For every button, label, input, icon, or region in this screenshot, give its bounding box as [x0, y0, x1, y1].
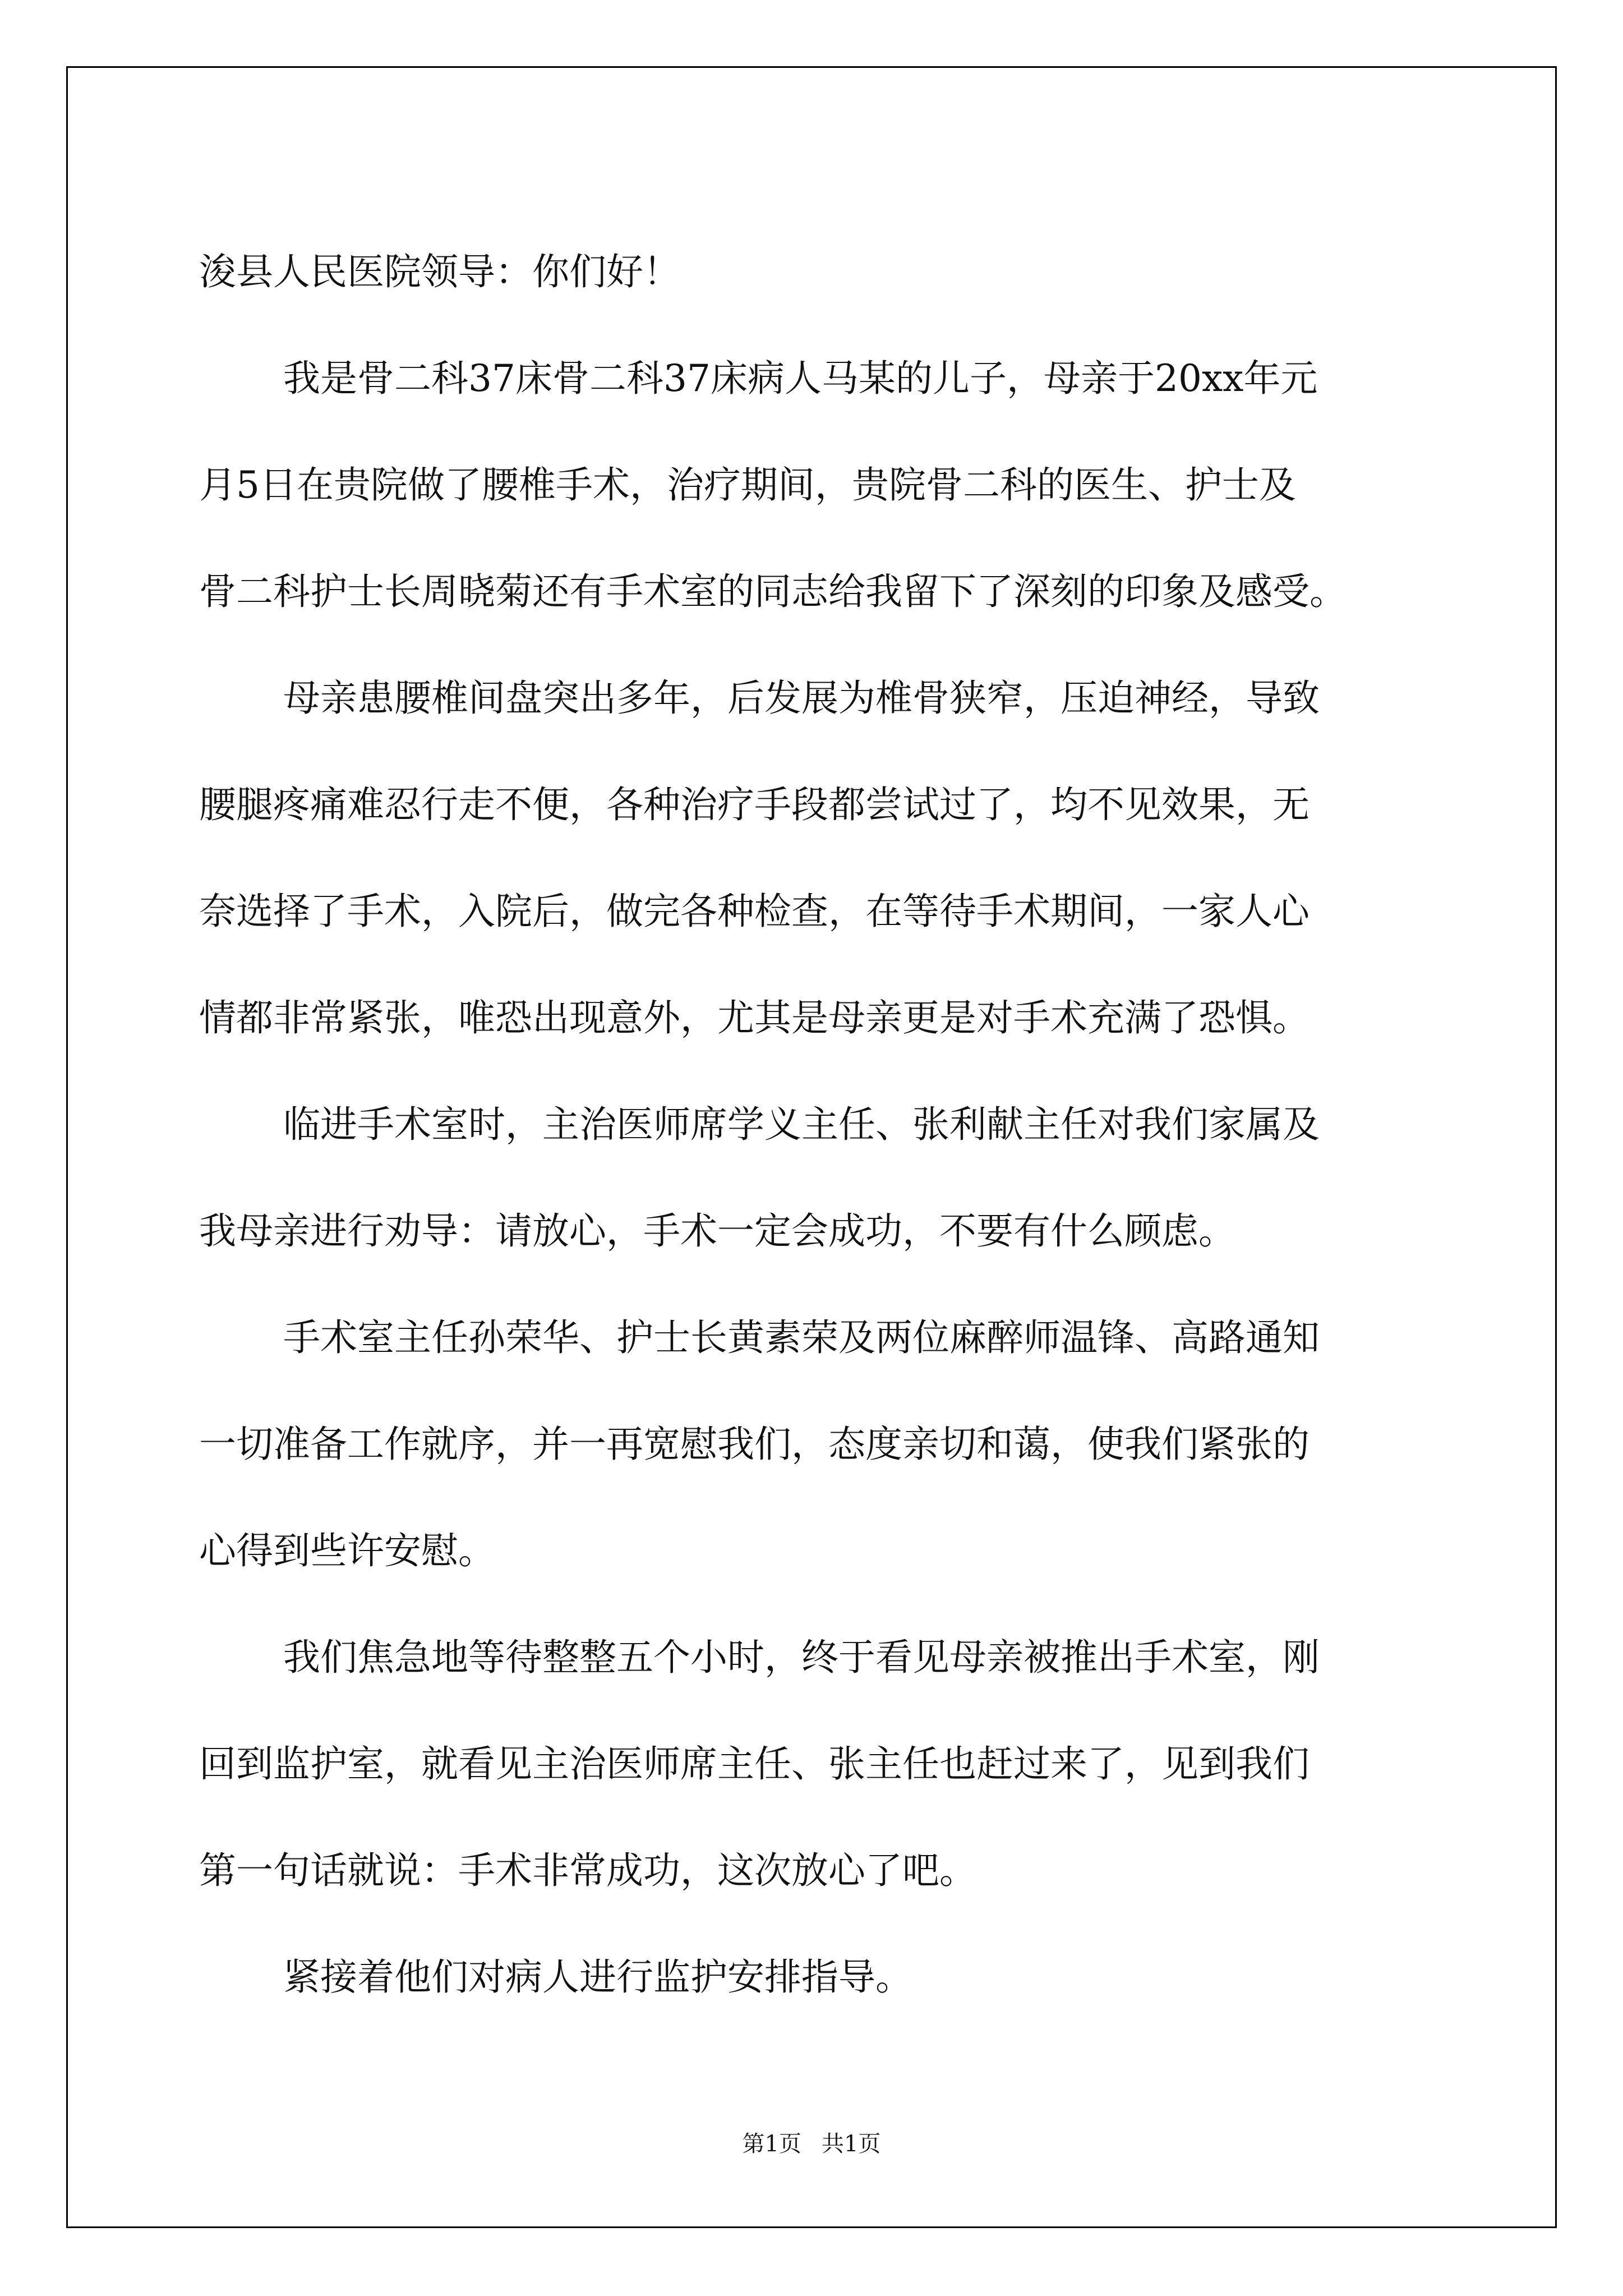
- page-number: 第1页: [742, 2131, 801, 2157]
- paragraph-line: 回到监护室，就看见主治医师席主任、张主任也赶过来了，见到我们: [199, 1742, 1310, 1786]
- paragraph-line: 奈选择了手术，入院后，做完各种检查，在等待手术期间，一家人心: [199, 890, 1310, 933]
- paragraph-line: 骨二科护士长周晓菊还有手术室的同志给我留下了深刻的印象及感受。: [199, 570, 1347, 613]
- paragraph-line: 母亲患腰椎间盘突出多年，后发展为椎骨狭窄，压迫神经，导致: [283, 677, 1320, 720]
- paragraph-line: 腰腿疼痛难忍行走不便，各种治疗手段都尝试过了，均不见效果，无: [199, 783, 1310, 826]
- letter-body: [199, 219, 1433, 2031]
- page-total: 共1页: [822, 2131, 881, 2157]
- page-footer: [0, 2126, 1623, 2158]
- salutation: 浚县人民医院领导：你们好！: [199, 250, 680, 293]
- paragraph-line: 月5日在贵院做了腰椎手术，治疗期间，贵院骨二科的医生、护士及: [199, 463, 1296, 507]
- paragraph-line: 紧接着他们对病人进行监护安排指导。: [283, 1955, 912, 1999]
- paragraph-line: 我是骨二科37床骨二科37床病人马某的儿子，母亲于20xx年元: [283, 357, 1318, 400]
- paragraph-line: 我们焦急地等待整整五个小时，终于看见母亲被推出手术室，刚: [283, 1636, 1320, 1679]
- paragraph-line: 第一句话就说：手术非常成功，这次放心了吧。: [199, 1849, 976, 1892]
- paragraph-line: 情都非常紧张，唯恐出现意外，尤其是母亲更是对手术充满了恐惧。: [199, 996, 1310, 1039]
- paragraph-line: 手术室主任孙荣华、护士长黄素荣及两位麻醉师温锋、高路通知: [283, 1316, 1320, 1359]
- paragraph-line: 我母亲进行劝导：请放心，手术一定会成功，不要有什么顾虑。: [199, 1209, 1235, 1253]
- paragraph-line: 临进手术室时，主治医师席学义主任、张利献主任对我们家属及: [283, 1103, 1320, 1146]
- paragraph-line: 一切准备工作就序，并一再宽慰我们，态度亲切和蔼，使我们紧张的: [199, 1423, 1310, 1466]
- paragraph-line: 心得到些许安慰。: [199, 1529, 495, 1572]
